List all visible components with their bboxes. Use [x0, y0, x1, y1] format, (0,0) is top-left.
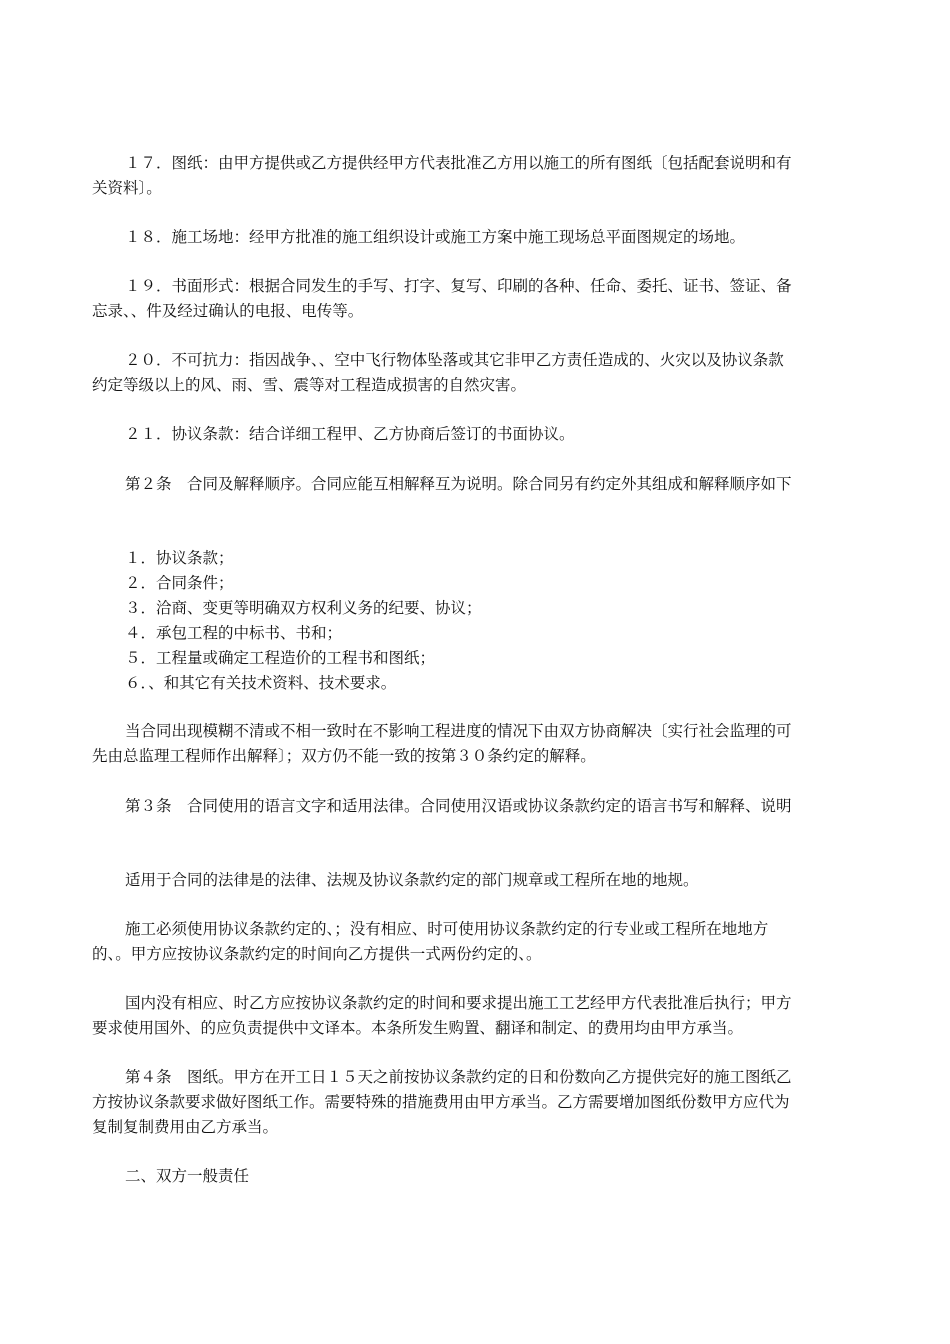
list-item: ６．、和其它有关技术资料、技术要求。	[125, 674, 397, 692]
text-line: 施工必须使用协议条款约定的、；没有相应、时可使用协议条款约定的行专业或工程所在地地方	[125, 920, 769, 938]
text-line: 忘录、、件及经过确认的电报、电传等。	[92, 302, 364, 320]
text-line: 第３条 合同使用的语言文字和适用法律。合同使用汉语或协议条款约定的语言书写和解释、说明	[125, 797, 792, 815]
text-line: 要求使用国外、的应负责提供中文译本。本条所发生购置、翻译和制定、的费用均由甲方承当。	[92, 1019, 744, 1037]
list-item: ２．合同条件；	[125, 574, 234, 592]
standards-paragraph	[92, 917, 862, 967]
text-line: 方按协议条款要求做好图纸工作。需要特殊的措施费用由甲方承当。乙方需要增加图纸份数甲方应代为	[92, 1093, 790, 1111]
applicable-law-paragraph	[92, 868, 862, 893]
clause-18	[92, 225, 862, 250]
text-line: 第２条 合同及解释顺序。合同应能互相解释互为说明。除合同另有约定外其组成和解释顺序如下	[125, 475, 792, 493]
clause-17	[92, 151, 862, 201]
text-line: 先由总监理工程师作出解释〕；双方仍不能一致的按第３０条约定的解释。	[92, 747, 596, 765]
ambiguity-paragraph	[92, 719, 862, 769]
clause-21	[92, 422, 862, 447]
text-line: 第４条 图纸。甲方在开工日１５天之前按协议条款约定的日和份数向乙方提供完好的施工图纸乙	[125, 1068, 792, 1086]
list-item: １．协议条款；	[125, 549, 234, 567]
domestic-standards-paragraph	[92, 991, 862, 1041]
text-line: １９．书面形式：根据合同发生的手写、打字、复写、印刷的各种、任命、委托、证书、签证、备	[125, 277, 792, 295]
text-line: 约定等级以上的风、雨、雪、震等对工程造成损害的自然灾害。	[92, 376, 527, 394]
article-2	[92, 472, 862, 497]
clause-20	[92, 348, 862, 398]
document-order-list	[92, 546, 862, 696]
text-line: 适用于合同的法律是的法律、法规及协议条款约定的部门规章或工程所在地的地规。	[125, 871, 699, 889]
text-line: 复制复制费用由乙方承当。	[92, 1118, 279, 1136]
text-line: 国内没有相应、时乙方应按协议条款约定的时间和要求提出施工工艺经甲方代表批准后执行；甲方	[125, 994, 792, 1012]
text-line: ２１．协议条款：结合详细工程甲、乙方协商后签订的书面协议。	[125, 425, 575, 443]
list-item: ３．洽商、变更等明确双方权利义务的纪要、协议；	[125, 599, 482, 617]
clause-19	[92, 274, 862, 324]
text-line: 当合同出现模糊不清或不相一致时在不影响工程进度的情况下由双方协商解决〔实行社会监理的可	[125, 722, 792, 740]
list-item: ５．工程量或确定工程造价的工程书和图纸；	[125, 649, 436, 667]
text-line: 关资料〕。	[92, 179, 162, 197]
text-line: 的、。甲方应按协议条款约定的时间向乙方提供一式两份约定的、。	[92, 945, 542, 963]
article-4	[92, 1065, 862, 1140]
text-line: １７．图纸：由甲方提供或乙方提供经甲方代表批准乙方用以施工的所有图纸〔包括配套说明和有	[125, 154, 792, 172]
text-line: １８．施工场地：经甲方批准的施工组织设计或施工方案中施工现场总平面图规定的场地。	[125, 228, 746, 246]
article-3	[92, 794, 862, 819]
text-line: ２０．不可抗力：指因战争、、空中飞行物体坠落或其它非甲乙方责任造成的、火灾以及协议条款	[125, 351, 784, 369]
section-heading	[92, 1164, 862, 1189]
section-title: 二、双方一般责任	[125, 1167, 250, 1185]
list-item: ４．承包工程的中标书、书和；	[125, 624, 343, 642]
